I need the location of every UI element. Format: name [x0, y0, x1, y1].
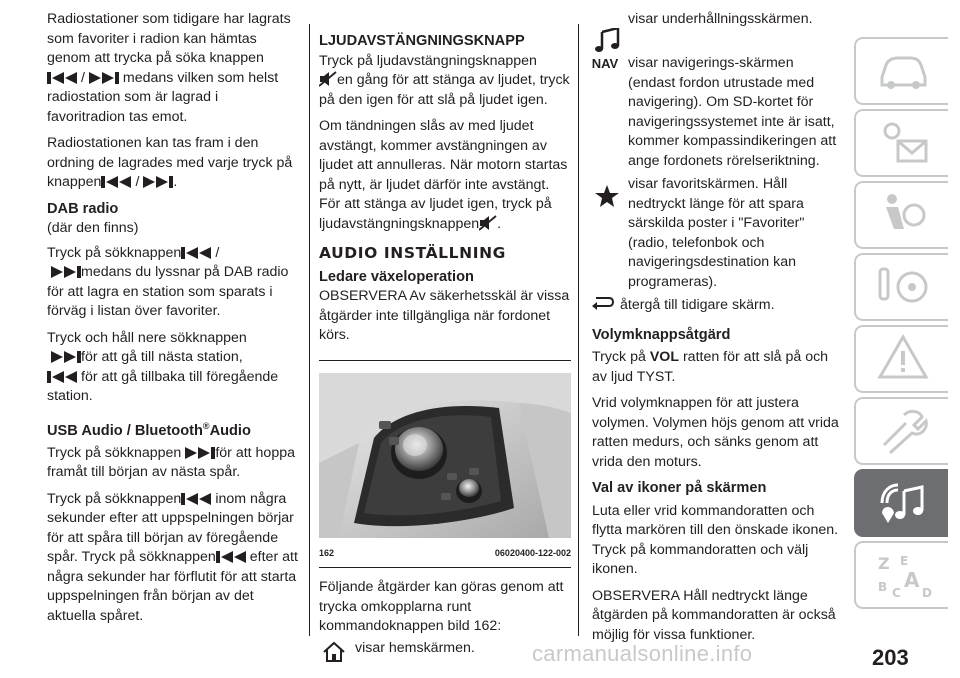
- paragraph-previous-track: Tryck på sökknappen inom några sekunder efter att uppspelningen börjar för att spåra till början av föregående spår. Tryck på sökknappen efter att några sekunder har förflutit för att starta uppspelningen från början av det aktuella spåret.: [47, 490, 298, 624]
- svg-text:A: A: [904, 568, 920, 592]
- legend-navigation: NAV visar navigerings-skärmen (endast fordon utrustade med navigering). Om SD-kortet för navigeringssystemet inte är isatt, kommer kompassindikeringen att ange fordonets rörelseriktning.: [592, 54, 842, 171]
- paragraph-mute-press: Tryck på ljudavstängningsknappen en gång för att stänga av ljudet, tryck på den igen för att slå på ljudet igen.: [319, 52, 570, 108]
- tab-index[interactable]: [854, 541, 948, 609]
- music-icon: [594, 28, 620, 52]
- column-2: [319, 10, 571, 667]
- commander-operation-heading: Ledare växeloperation: [319, 268, 474, 285]
- legend-home: visar hemskärmen.: [319, 639, 571, 663]
- tab-multimedia[interactable]: [854, 469, 948, 537]
- index-letters-icon: [874, 549, 932, 599]
- usb-bluetooth-heading: USB Audio / Bluetooth®Audio: [47, 420, 251, 439]
- column-1: [47, 10, 299, 633]
- seek-forward-icon: [47, 265, 81, 279]
- figure-162: [319, 360, 571, 569]
- figure-code: 06020400-122-002: [494, 547, 571, 558]
- paragraph-next-track: Tryck på sökknappen för att hoppa framåt till början av nästa spår.: [47, 444, 295, 481]
- svg-text:Z: Z: [878, 554, 890, 573]
- wrench-icon: [874, 405, 932, 455]
- seek-forward-icon: [85, 71, 119, 85]
- dab-radio-heading: DAB radio: [47, 200, 119, 217]
- seek-forward-icon: [181, 446, 215, 460]
- seek-back-icon: [181, 492, 215, 506]
- seek-forward-icon: [47, 350, 81, 364]
- tab-car[interactable]: [854, 37, 948, 105]
- paragraph-hold-seek: Tryck och håll nere sökknappen för att gå till nästa station, för att gå tillbaka till föregående station.: [47, 329, 279, 404]
- tab-maintenance[interactable]: [854, 397, 948, 465]
- mute-icon: [479, 215, 497, 231]
- page-number: 203: [872, 645, 909, 670]
- paragraph-icon-select: Luta eller vrid kommandoratten och flytta markören till den önskade ikonen. Tryck på kommandoratten och välj ikonen.: [592, 502, 839, 577]
- icon-selection-heading: Val av ikoner på skärmen: [592, 480, 767, 496]
- commander-knob-photo: [319, 373, 571, 538]
- column-divider: [578, 24, 579, 636]
- tab-emergency[interactable]: [854, 325, 948, 393]
- paragraph-dab-store: Tryck på sökknappen / medans du lyssnar på DAB radio för att lagra en station som sparats i förväg i listan över favoriter.: [47, 244, 289, 319]
- paragraph-order-recall: Radiostationen kan tas fram i den ordning de lagrades med varje tryck på knappen / .: [47, 135, 293, 190]
- home-icon: [322, 641, 346, 663]
- multimedia-icon: [874, 477, 932, 527]
- steering-wheel-icon: [874, 261, 932, 311]
- svg-text:C: C: [892, 586, 901, 599]
- tab-warning-lights[interactable]: [854, 109, 948, 177]
- watermark: carmanualsonline.info: [532, 641, 753, 666]
- seek-back-icon: [216, 550, 250, 564]
- svg-text:E: E: [900, 554, 909, 568]
- mute-icon: [319, 71, 337, 87]
- nav-label: NAV: [591, 56, 619, 71]
- tab-safety[interactable]: [854, 181, 948, 249]
- paragraph-favorites-recall: Radiostationer som tidigare har lagrats som favoriter i radion kan hämtas genom att trycka på söka knappen / medans vilken som helst radiostation som är lagrad i favoritradion tas emot.: [47, 11, 291, 125]
- figure-caption: [319, 542, 571, 568]
- seek-back-icon: [47, 71, 81, 85]
- paragraph-vol-rotate: Vrid volymknappen för att justera volymen. Volymen höjs genom att vrida ratten medurs, och sänks genom att vrida den moturs.: [592, 395, 839, 470]
- legend-favorites: visar favoritskärmen. Håll nedtryckt länge för att spara särskilda poster i "Favoriter" (radio, telefonbok och navigeringsdestination kan programeras).: [592, 175, 842, 292]
- mute-button-heading: LJUDAVSTÄNGNINGSKNAPP: [319, 33, 525, 49]
- seek-back-icon: [47, 370, 81, 384]
- paragraph-vol-press: Tryck på VOL ratten för att slå på och av ljud TYST.: [592, 349, 829, 385]
- tab-start-drive[interactable]: [854, 253, 948, 321]
- legend-back: återgå till tidigare skärm.: [592, 296, 842, 316]
- emergency-icon: [874, 333, 932, 383]
- star-icon: [595, 185, 619, 207]
- dab-radio-subtitle: (där den finns): [47, 220, 139, 236]
- paragraph-long-press-note: OBSERVERA Håll nedtryckt länge åtgärden på kommandoratten är också möjlig för vissa funktioner.: [592, 587, 836, 643]
- audio-settings-heading: AUDIO INSTÄLLNING: [319, 244, 506, 262]
- paragraph-mute-ignition: Om tändningen slås av med ljudet avstängt, kommer avstängningen av ljudet att annulleras. När motorn startas på nytt, är ljudet därför inte avstängt. För att stänga av ljudet igen, tryck på ljudavstängningsknappen .: [319, 118, 568, 232]
- seek-back-icon: [181, 246, 215, 260]
- back-arrow-icon: [592, 296, 614, 310]
- seek-back-icon: [101, 175, 135, 189]
- paragraph-switches: Följande åtgärder kan göras genom att trycka omkopplarna runt kommandoknappen bild 162:: [319, 579, 564, 634]
- column-3: [592, 10, 842, 652]
- seek-forward-icon: [139, 175, 173, 189]
- legend-entertainment: visar underhållningsskärmen.: [592, 10, 842, 52]
- svg-text:D: D: [922, 586, 932, 599]
- figure-number: 162: [319, 547, 335, 558]
- warning-lights-icon: [874, 117, 932, 167]
- car-icon: [874, 45, 932, 95]
- safety-icon: [874, 189, 932, 239]
- paragraph-safety-note: OBSERVERA Av säkerhetsskäl är vissa åtgärder inte tillgängliga när fordonet körs.: [319, 288, 570, 343]
- column-divider: [309, 24, 310, 636]
- svg-text:B: B: [878, 580, 888, 594]
- volume-knob-heading: Volymknappsåtgärd: [592, 326, 731, 343]
- commander-knob-illustration: [319, 373, 571, 538]
